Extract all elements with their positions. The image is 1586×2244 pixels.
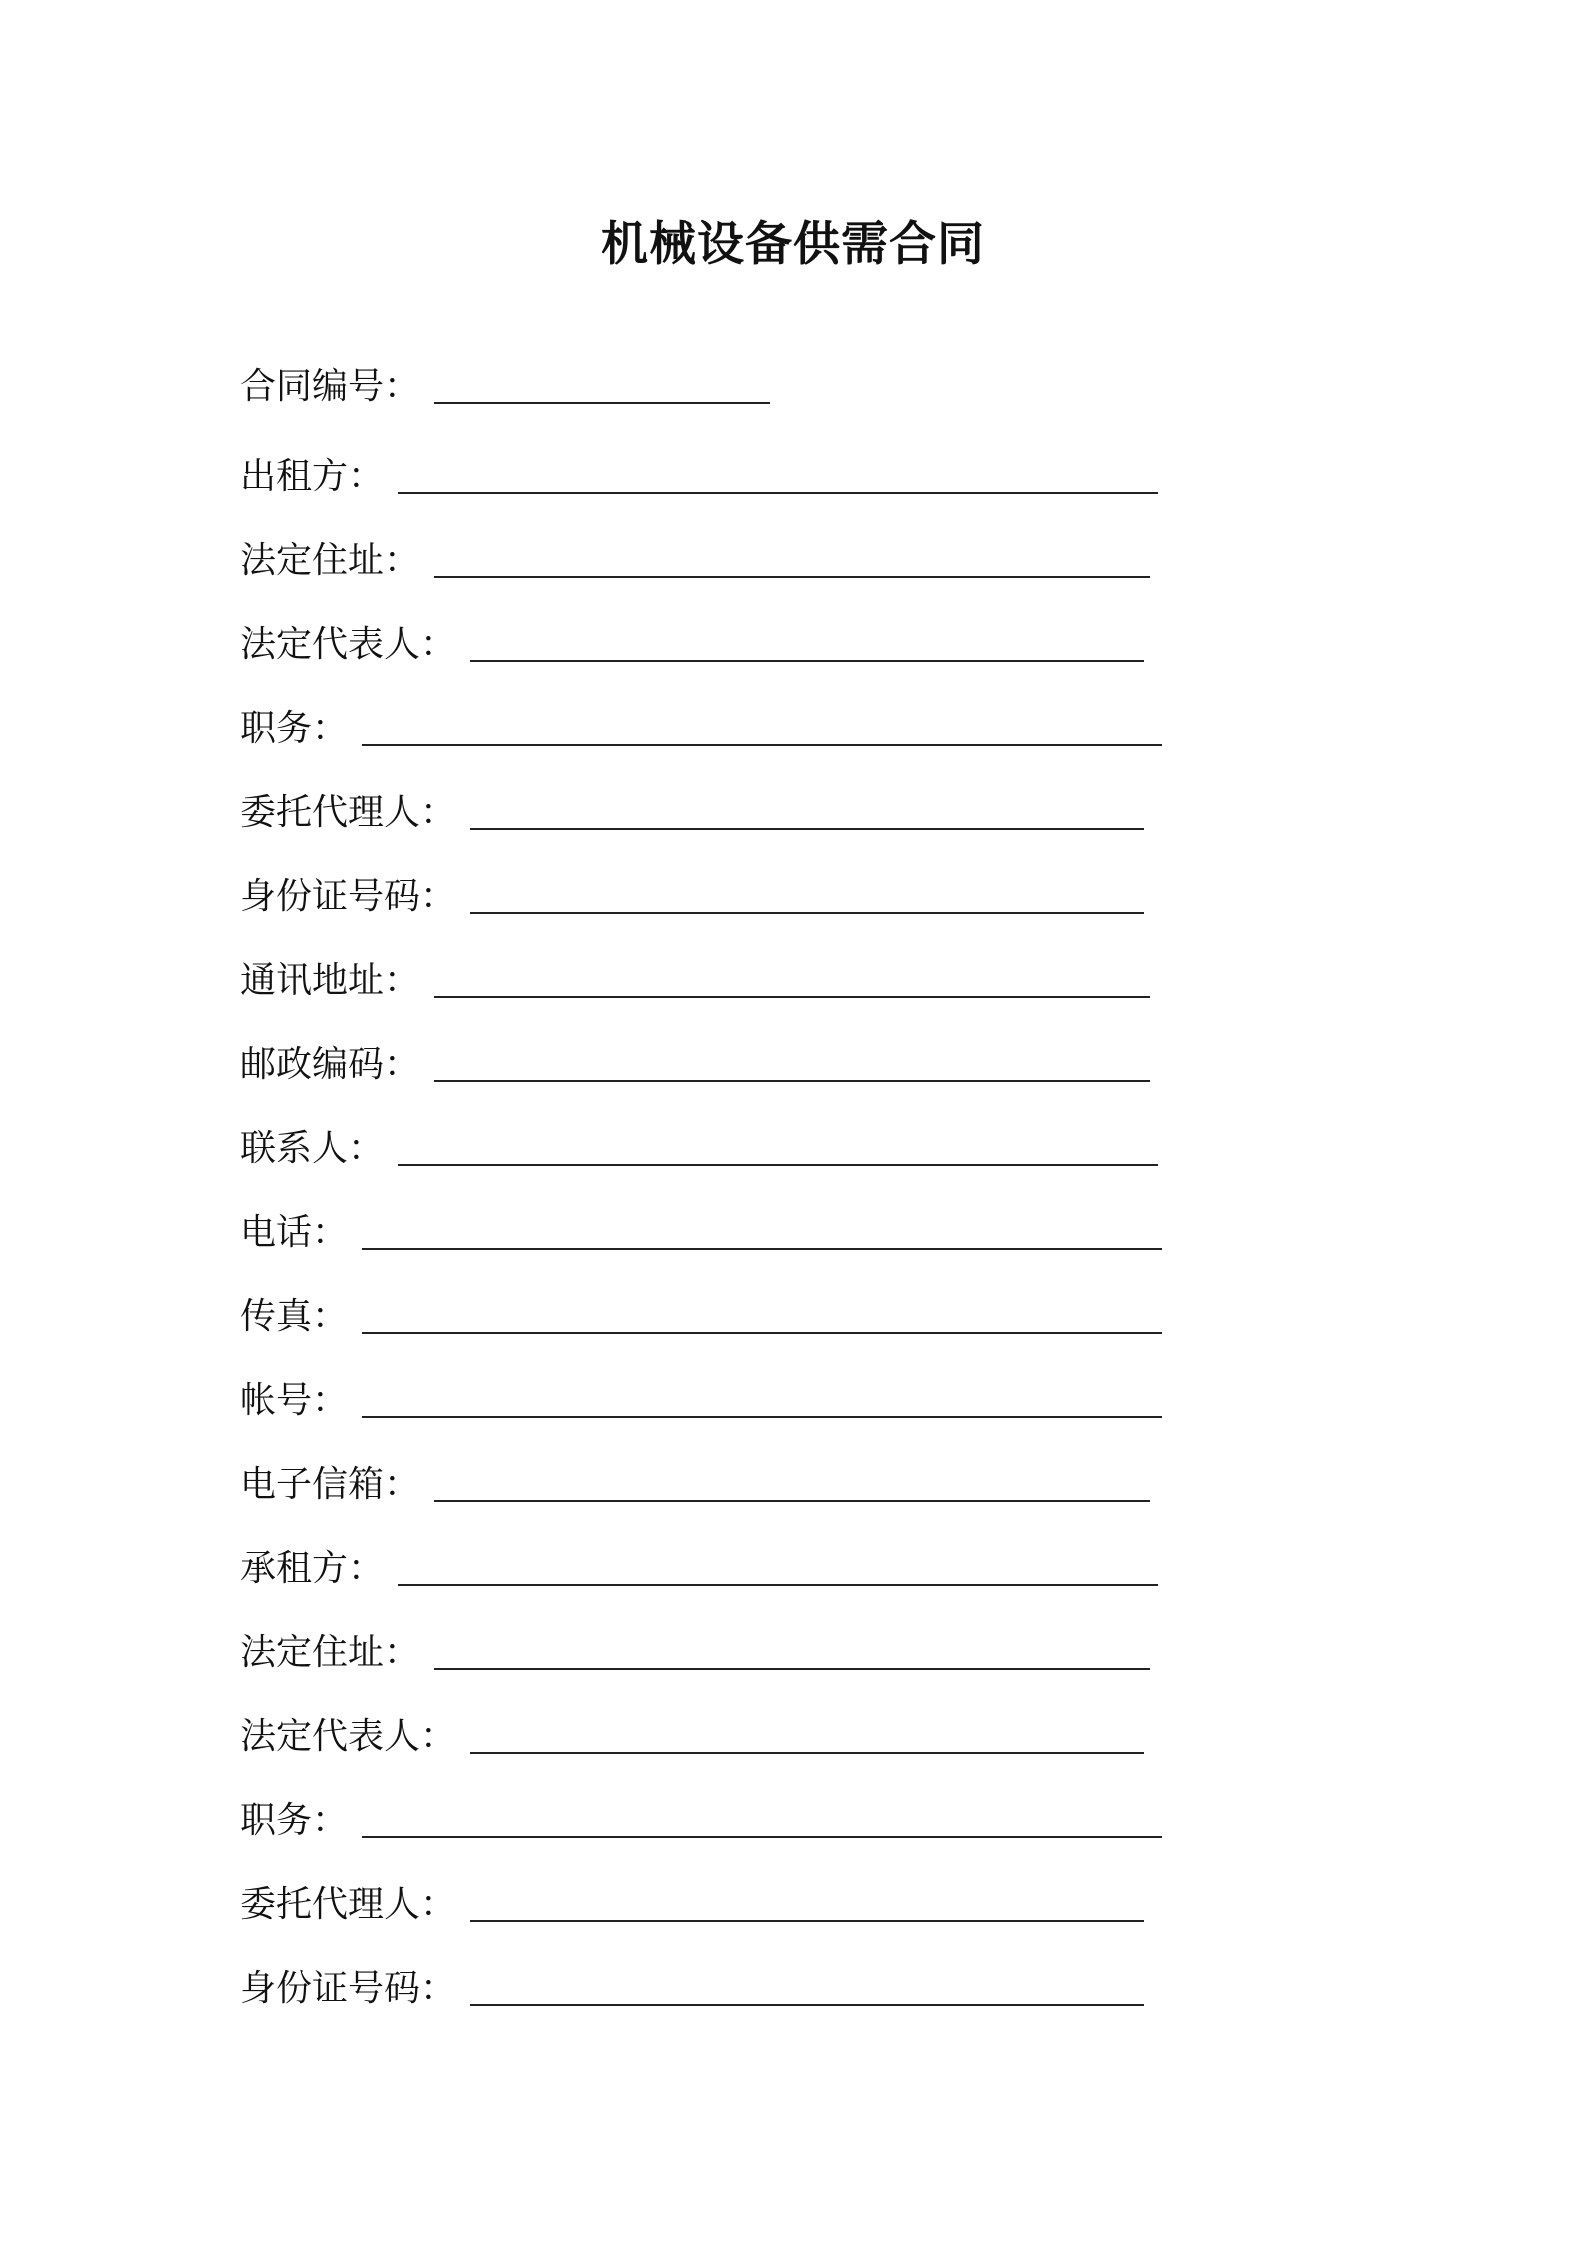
field-label: 法定代表人：	[240, 624, 457, 665]
field-lessor-position	[240, 694, 1162, 754]
lessee-id-number-blank[interactable]	[470, 1958, 1144, 2006]
field-label: 电子信箱：	[240, 1464, 421, 1505]
field-label: 通讯地址：	[240, 960, 421, 1001]
lessor-email-blank[interactable]	[434, 1454, 1150, 1502]
field-label: 法定住址：	[240, 540, 421, 581]
field-lessee-position	[240, 1786, 1162, 1846]
lessor-fax-blank[interactable]	[362, 1286, 1162, 1334]
field-lessor-fax	[240, 1282, 1162, 1342]
field-lessor-agent	[240, 778, 1144, 838]
field-label: 电话：	[240, 1212, 349, 1253]
lessee-legal-address-blank[interactable]	[434, 1622, 1150, 1670]
lessor-legal-address-blank[interactable]	[434, 530, 1150, 578]
field-label: 委托代理人：	[240, 792, 457, 833]
lessor-mailing-address-blank[interactable]	[434, 950, 1150, 998]
field-label: 合同编号：	[240, 366, 421, 407]
lessee-legal-representative-blank[interactable]	[470, 1706, 1144, 1754]
field-lessor-legal-address	[240, 526, 1150, 586]
lessee-agent-blank[interactable]	[470, 1874, 1144, 1922]
field-label: 身份证号码：	[240, 1968, 457, 2009]
lessor-legal-representative-blank[interactable]	[470, 614, 1144, 662]
field-lessor-account	[240, 1366, 1162, 1426]
field-lessor-contact-person	[240, 1114, 1158, 1174]
field-lessor	[240, 442, 1158, 502]
field-lessor-postal-code	[240, 1030, 1150, 1090]
lessor-account-blank[interactable]	[362, 1370, 1162, 1418]
lessor-agent-blank[interactable]	[470, 782, 1144, 830]
page-title: 机械设备供需合同	[601, 217, 985, 272]
field-lessee	[240, 1534, 1158, 1594]
field-label: 邮政编码：	[240, 1044, 421, 1085]
field-lessee-agent	[240, 1870, 1144, 1930]
lessor-phone-blank[interactable]	[362, 1202, 1162, 1250]
field-lessor-id-number	[240, 862, 1144, 922]
field-label: 委托代理人：	[240, 1884, 457, 1925]
field-lessee-legal-representative	[240, 1702, 1144, 1762]
lessee-blank[interactable]	[398, 1538, 1158, 1586]
lessor-blank[interactable]	[398, 446, 1158, 494]
field-lessee-id-number	[240, 1954, 1144, 2014]
lessee-position-blank[interactable]	[362, 1790, 1162, 1838]
field-lessor-legal-representative	[240, 610, 1144, 670]
contract-number-blank[interactable]	[434, 356, 770, 404]
field-contract-number	[240, 352, 770, 412]
field-label: 法定住址：	[240, 1632, 421, 1673]
lessor-position-blank[interactable]	[362, 698, 1162, 746]
lessor-id-number-blank[interactable]	[470, 866, 1144, 914]
field-label: 职务：	[240, 708, 349, 749]
field-label: 职务：	[240, 1800, 349, 1841]
lessor-postal-code-blank[interactable]	[434, 1034, 1150, 1082]
field-lessor-email	[240, 1450, 1150, 1510]
field-label: 出租方：	[240, 456, 385, 497]
field-label: 帐号：	[240, 1380, 349, 1421]
field-label: 承租方：	[240, 1548, 385, 1589]
field-lessor-phone	[240, 1198, 1162, 1258]
field-label: 身份证号码：	[240, 876, 457, 917]
field-label: 法定代表人：	[240, 1716, 457, 1757]
field-lessor-mailing-address	[240, 946, 1150, 1006]
field-label: 传真：	[240, 1296, 349, 1337]
field-lessee-legal-address	[240, 1618, 1150, 1678]
lessor-contact-person-blank[interactable]	[398, 1118, 1158, 1166]
field-label: 联系人：	[240, 1128, 385, 1169]
